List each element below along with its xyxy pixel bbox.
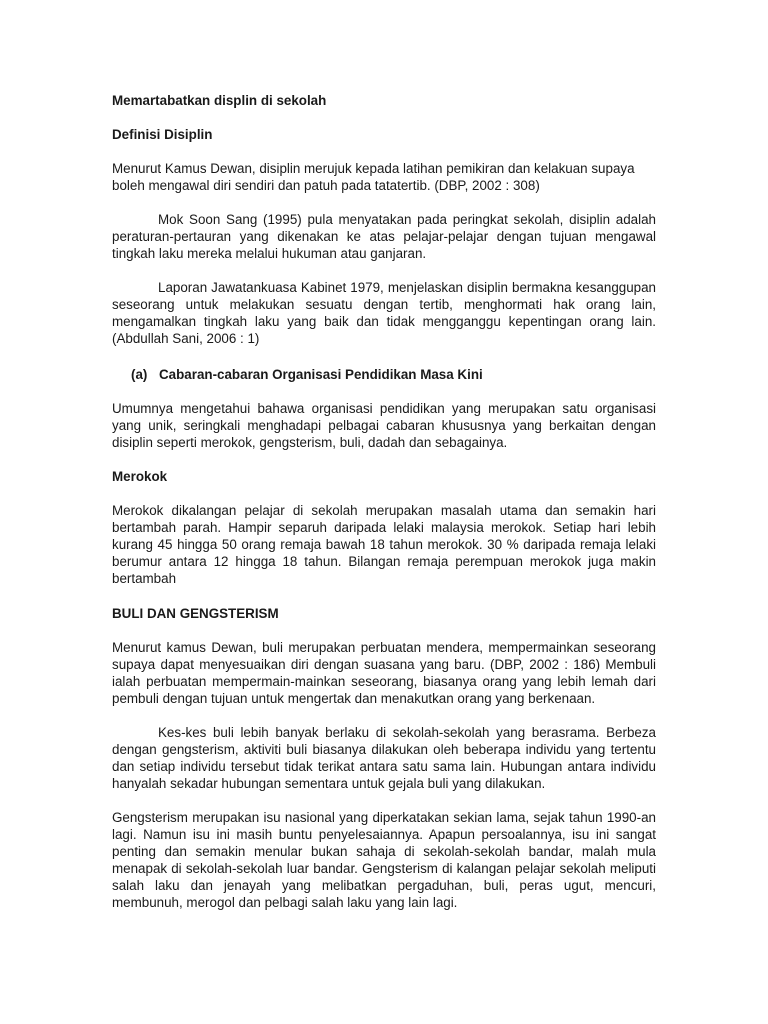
document-body bbox=[112, 92, 656, 911]
paragraph-kes-buli: Kes-kes buli lebih banyak berlaku di sekolah-sekolah yang berasrama. Berbeza dengan gengsterism, aktiviti buli biasanya dilakukan oleh beberapa individu yang tertentu dan setiap individu tersebut tidak terikat antara satu sama lain. Hubungan antara individu hanyalah sekadar hubungan sementara untuk gejala buli yang dilakukan. bbox=[112, 725, 656, 791]
paragraph-definisi-buli: Menurut kamus Dewan, buli merupakan perbuatan mendera, mempermainkan seseorang supaya dapat menyesuaikan diri dengan suasana yang baru. (DBP, 2002 : 186) Membuli ialah perbuatan mempermain-mainkan seseorang, biasanya orang yang lebih lemah dari pembuli dengan tujuan untuk mengertak dan menakutkan orang yang berkenaan. bbox=[112, 640, 656, 706]
paragraph-kamus-dewan: Menurut Kamus Dewan, disiplin merujuk kepada latihan pemikiran dan kelakuan supaya boleh mengawal diri sendiri dan patuh pada tatatertib. (DBP, 2002 : 308) bbox=[112, 161, 635, 193]
paragraph-mok-soon-sang: Mok Soon Sang (1995) pula menyatakan pada peringkat sekolah, disiplin adalah peraturan-pertauran yang dikenakan ke atas pelajar-pelajar dengan tujuan mengawal tingkah laku mereka melalui hukuman atau ganjaran. bbox=[112, 212, 656, 261]
heading-definisi-disiplin: Definisi Disiplin bbox=[112, 127, 213, 142]
heading-buli-gengsterism: BULI DAN GENGSTERISM bbox=[112, 606, 279, 621]
document-title: Memartabatkan displin di sekolah bbox=[112, 93, 327, 108]
paragraph-merokok: Merokok dikalangan pelajar di sekolah merupakan masalah utama dan semakin hari bertambah parah. Hampir separuh daripada lelaki malaysia merokok. Setiap hari lebih kurang 45 hingga 50 orang remaja bawah 18 tahun merokok. 30 % daripada remaja lelaki berumur antara 12 hingga 18 tahun. Bilangan remaja perempuan merokok juga makin bertambah bbox=[112, 503, 656, 586]
section-heading-cabaran bbox=[131, 366, 656, 383]
paragraph-laporan-jawatankuasa: Laporan Jawatankuasa Kabinet 1979, menjelaskan disiplin bermakna kesanggupan seseorang untuk melakukan sesuatu dengan tertib, menghormati hak orang lain, mengamalkan tingkah laku yang baik dan tidak mengganggu kepentingan orang lain. (Abdullah Sani, 2006 : 1) bbox=[112, 280, 656, 346]
heading-merokok: Merokok bbox=[112, 469, 168, 484]
section-title: Cabaran-cabaran Organisasi Pendidikan Masa Kini bbox=[159, 367, 483, 382]
paragraph-organisasi-pendidikan: Umumnya mengetahui bahawa organisasi pendidikan yang merupakan satu organisasi yang unik, seringkali menghadapi pelbagai cabaran khususnya yang berkaitan dengan disiplin seperti merokok, gengsterism, buli, dadah dan sebagainya. bbox=[112, 401, 656, 450]
paragraph-gengsterism: Gengsterism merupakan isu nasional yang diperkatakan sekian lama, sejak tahun 1990-an lagi. Namun isu ini masih buntu penyelesaiannya. Apapun persoalannya, isu ini sangat penting dan semakin menular bukan sahaja di sekolah-sekolah bandar, malah mula menapak di sekolah-sekolah luar bandar. Gengsterism di kalangan pelajar sekolah meliputi salah laku dan jenayah yang melibatkan pergaduhan, buli, peras ugut, mencuri, membunuh, merogol dan pelbagi salah laku yang lain lagi. bbox=[112, 810, 656, 910]
section-label: (a) bbox=[131, 367, 148, 382]
